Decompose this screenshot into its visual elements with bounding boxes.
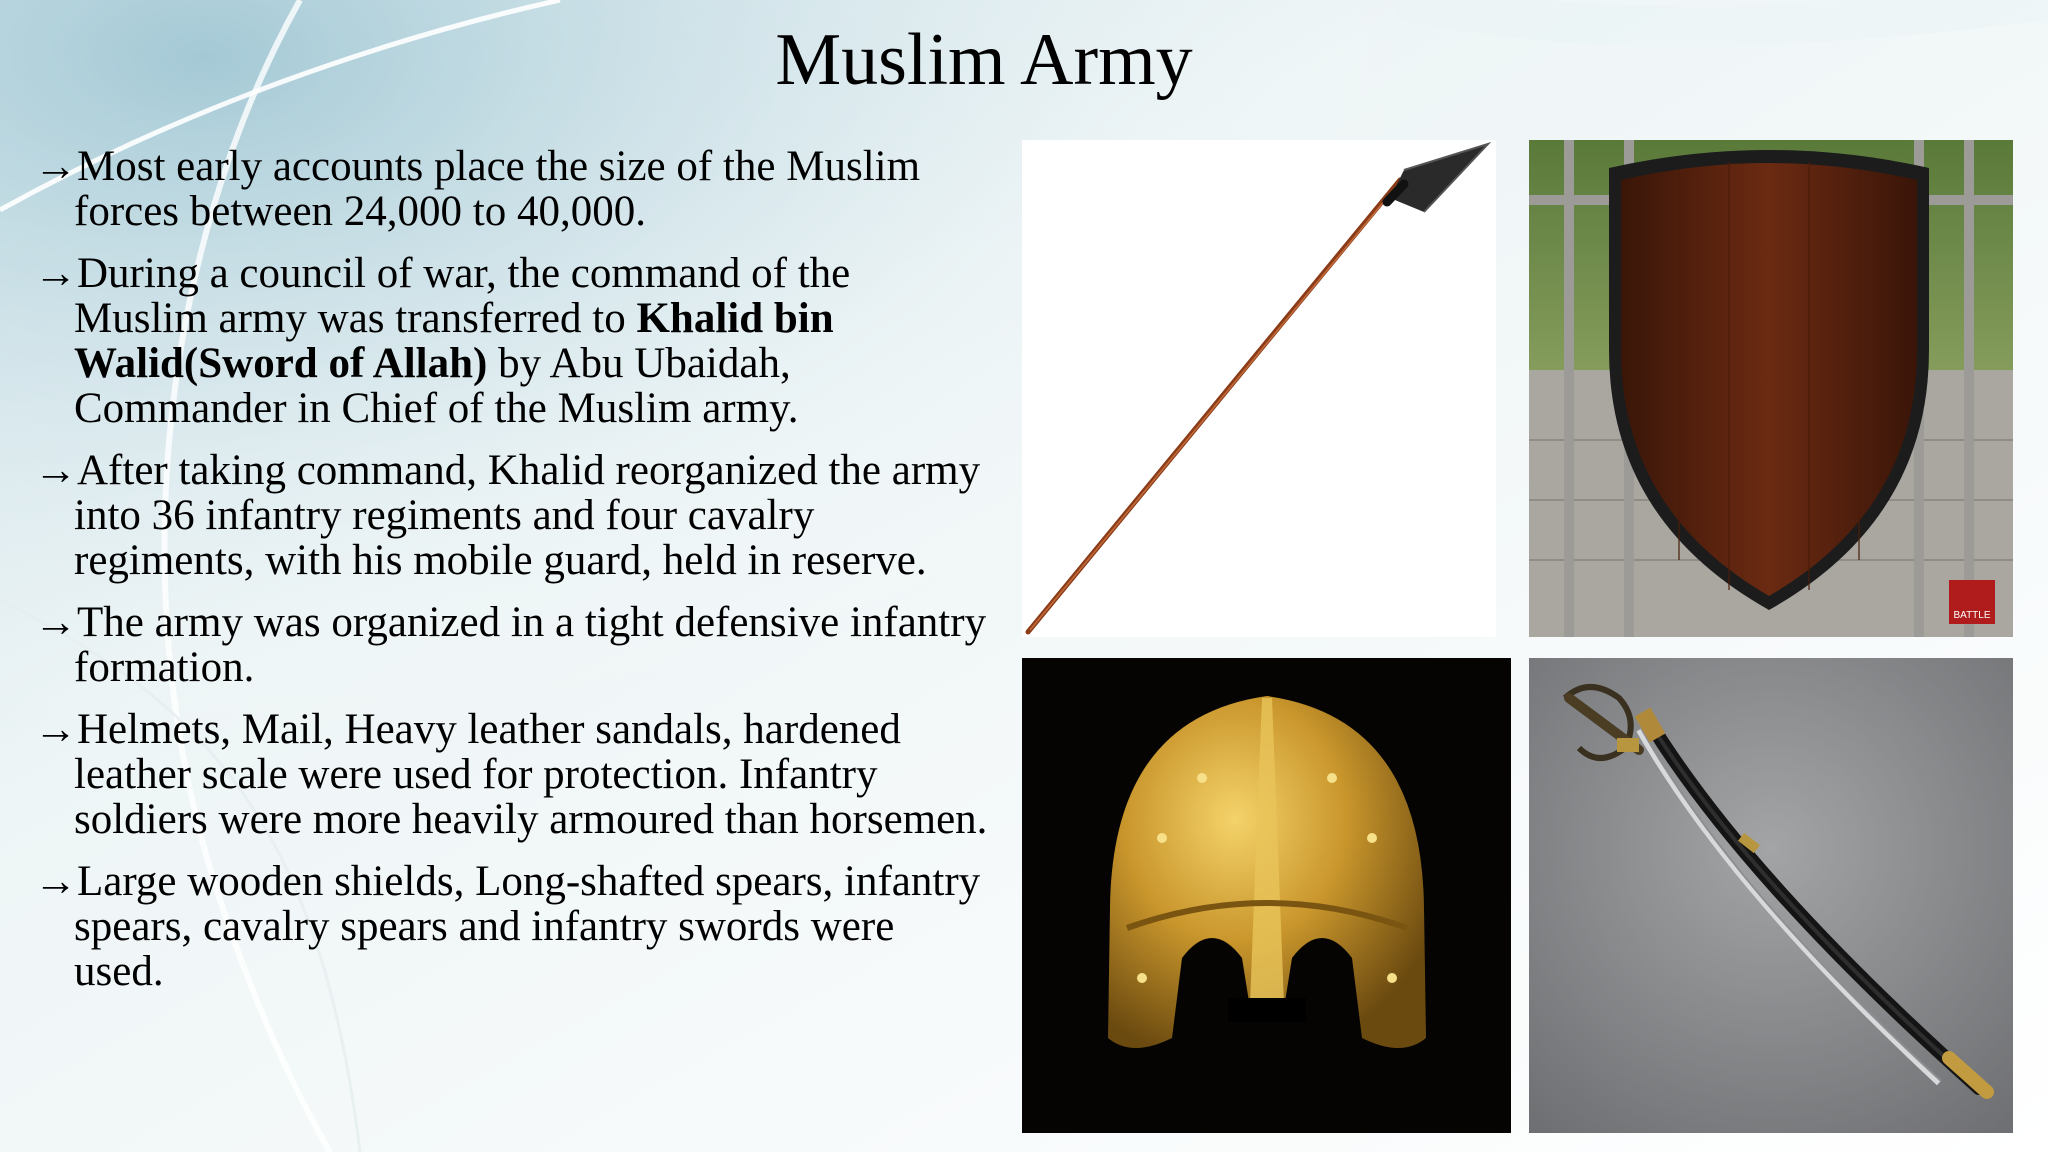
bullet-item <box>34 251 994 431</box>
bullet-text: by Abu Ubaidah, Commander in Chief of the Muslim army. <box>74 340 799 432</box>
arrow-glyph: → <box>34 143 77 190</box>
bullet-text: Most early accounts place the size of the Muslim forces between 24,000 to 40,000. <box>74 143 921 235</box>
arrow-glyph: → <box>34 858 77 905</box>
sword-image <box>1529 658 2013 1133</box>
bullet-text: After taking command, Khalid reorganized the army into 36 infantry regiments and four cavalry regiments, with his mobile guard, held in reserve. <box>74 447 981 584</box>
shield-image <box>1529 140 2013 637</box>
sword-icon <box>1529 658 2013 1133</box>
bullet-item <box>34 144 994 234</box>
bullet-item <box>34 600 994 690</box>
slide-title <box>0 14 2048 106</box>
bullet-bold-text: Khalid bin Walid(Sword of Allah) <box>74 295 834 387</box>
bullet-text: Helmets, Mail, Heavy leather sandals, hardened leather scale were used for protection. Infantry soldiers were more heavily armoured than horsemen. <box>74 706 988 843</box>
arrow-glyph: → <box>34 447 77 494</box>
shield-icon <box>1529 140 2013 637</box>
bullet-text: Large wooden shields, Long-shafted spears, infantry spears, cavalry spears and infantry swords were used. <box>74 858 981 995</box>
bullet-item <box>34 859 994 994</box>
bullet-item <box>34 707 994 842</box>
title-text: Muslim Army <box>775 19 1193 101</box>
arrow-glyph: → <box>34 599 77 646</box>
helmet-icon <box>1022 658 1511 1133</box>
bullet-item <box>34 448 994 583</box>
bullet-text: During a council of war, the command of the Muslim army was transferred to <box>74 250 851 342</box>
bullet-text: The army was organized in a tight defensive infantry formation. <box>74 599 987 691</box>
spear-icon <box>1022 140 1496 637</box>
bullet-list <box>34 144 994 1011</box>
spear-image <box>1022 140 1496 637</box>
helmet-image <box>1022 658 1511 1133</box>
watermark-text: BATTLE <box>1953 610 1991 621</box>
arrow-glyph: → <box>34 250 77 297</box>
arrow-glyph: → <box>34 706 77 753</box>
